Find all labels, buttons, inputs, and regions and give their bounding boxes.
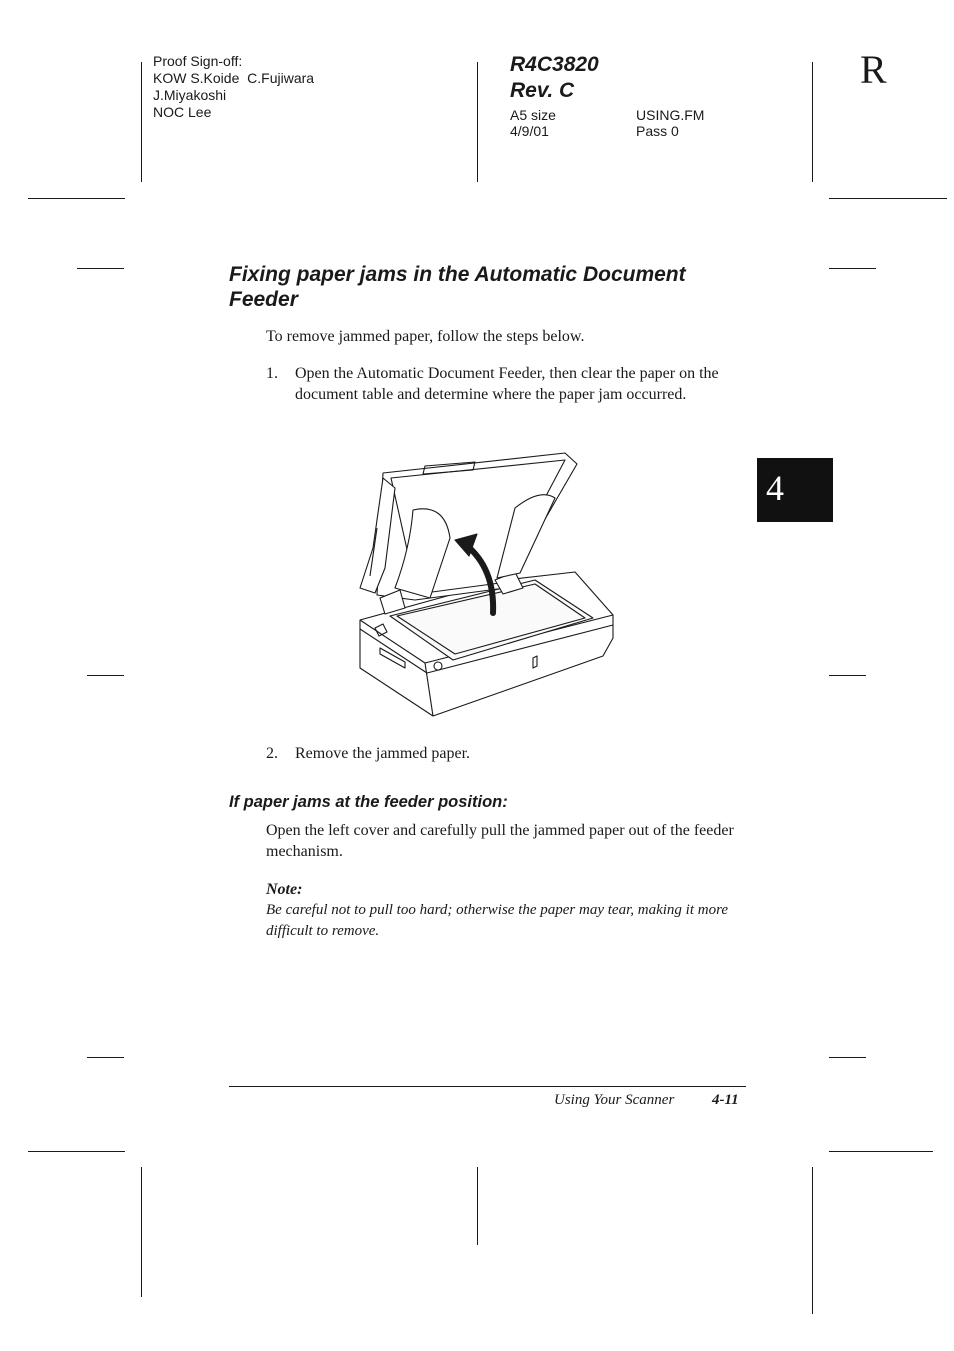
crop-mark [87, 675, 124, 676]
subsection-text: Open the left cover and carefully pull the jammed paper out of the feeder mechanism. [266, 822, 734, 860]
crop-mark [477, 1167, 478, 1245]
crop-mark [829, 1151, 933, 1152]
revision-label: Rev. C [510, 79, 575, 102]
note-label: Note: [266, 881, 303, 898]
crop-mark [829, 198, 947, 199]
crop-mark [812, 62, 813, 182]
crop-mark [812, 1167, 813, 1314]
proof-line: KOW S.Koide C.Fujiwara [153, 70, 315, 86]
chapter-tab [757, 458, 833, 522]
step-number: 2. [266, 745, 278, 762]
step-number: 1. [266, 365, 278, 382]
proof-line: Proof Sign-off: [153, 53, 243, 69]
page-number: 4-11 [712, 1092, 739, 1108]
crop-mark [77, 268, 124, 269]
paper-size: A5 size [510, 107, 556, 123]
crop-mark [477, 62, 478, 182]
crop-mark [829, 1057, 866, 1058]
footer-rule [229, 1086, 746, 1087]
section-title: Fixing paper jams in the Automatic Document Feeder [229, 263, 686, 311]
crop-mark [87, 1057, 124, 1058]
scanner-adf-open-illustration [355, 448, 620, 720]
chapter-number: 4 [766, 468, 784, 508]
crop-mark [28, 1151, 125, 1152]
model-revision [510, 52, 599, 104]
document-date: 4/9/01 [510, 123, 549, 139]
corner-mark: R [860, 47, 887, 92]
proof-signoff [153, 53, 314, 121]
crop-mark [829, 268, 876, 269]
footer-chapter-title: Using Your Scanner [554, 1092, 675, 1108]
step-text: Remove the jammed paper. [295, 745, 471, 762]
subsection-title: If paper jams at the feeder position: [229, 793, 508, 811]
proof-line: J.Miyakoshi [153, 87, 227, 103]
note-text: Be careful not to pull too hard; otherwise the paper may tear, making it more difficult to remove. [266, 902, 729, 939]
crop-mark [28, 198, 125, 199]
pass-label: Pass 0 [636, 123, 679, 139]
proof-line: NOC Lee [153, 104, 212, 120]
crop-mark [141, 62, 142, 182]
model-code: R4C3820 [510, 53, 599, 76]
step-text: Open the Automatic Document Feeder, then clear the paper on the document table and determine where the paper jam occurred. [295, 365, 719, 403]
crop-mark [829, 675, 866, 676]
file-name: USING.FM [636, 107, 705, 123]
intro-text: To remove jammed paper, follow the steps below. [266, 328, 585, 345]
crop-mark [141, 1167, 142, 1297]
